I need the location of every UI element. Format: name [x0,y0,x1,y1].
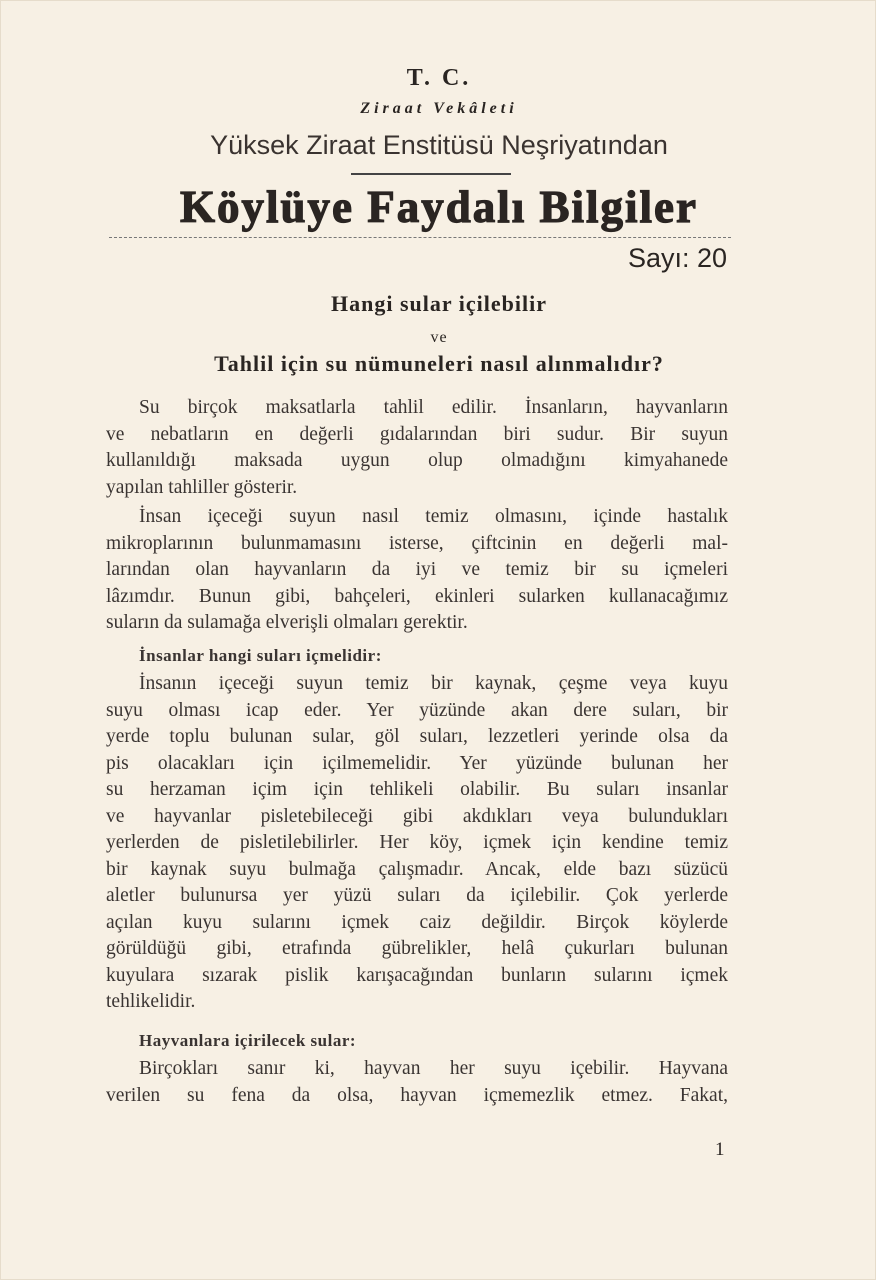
text-line: açılan kuyu sularını içmek caiz değildir. Birçok köylerde [106,911,728,933]
ministry-name: Ziraat Vekâleti [360,100,518,117]
text-line: su herzaman içim için tehlikeli olabilir. Bu suları insanlar [106,779,728,800]
article-title-line2: Tahlil için su nümuneleri nasıl alınmalıdır? [214,351,664,376]
text-line: suyu olması icap eder. Yer yüzünde akan dere suları, bir [106,699,728,721]
page-number: 1 [715,1139,725,1160]
section-heading: İnsanlar hangi suları içmelidir: [139,646,382,665]
text-line: pis olacakları için içilmemelidir. Yer yüzünde bulunan her [106,752,728,774]
section-heading: Hayvanlara içirilecek sular: [139,1031,357,1050]
text-line: ve hayvanlar pisletebileceği gibi akdıkları veya bulundukları [106,805,728,827]
article-title-conjunction: ve [430,329,448,346]
publisher-line: Yüksek Ziraat Enstitüsü Neşriyatından [210,130,668,160]
text-line: kullanıldığı maksada uygun olup olmadığını kimyahanede [106,450,728,471]
article-title-line1: Hangi sular içilebilir [331,291,547,316]
text-line: lâzımdır. Bunun gibi, bahçeleri, ekinleri sularken kullanacağımız [106,585,728,607]
section-drinking-water [106,641,728,1016]
paragraph-1 [106,395,728,501]
text-line: ve nebatların en değerli gıdalarından biri sudur. Bir suyun [106,423,728,445]
state-header: T. C. [406,65,472,91]
text-line: aletler bulunursa yer yüzü suları da içilebilir. Çok yerlerde [106,885,728,906]
text-line: İnsan içeceği suyun nasıl temiz olmasını, içinde hastalık [139,506,728,527]
text-line: verilen su fena da olsa, hayvan içmemezlik etmez. Fakat, [106,1084,728,1106]
section-animal-water [106,1026,728,1109]
text-line: suların da sulamağa elverişli olmaları gerektir. [106,612,468,633]
text-line: kuyulara sızarak pislik karışacağından bunların sularını içmek [106,964,728,986]
text-line: mikroplarının bulunmamasını isterse, çiftcinin en değerli mal- [106,532,728,554]
text-line: tehlikelidir. [106,991,196,1012]
text-line: bir kaynak suyu bulmağa çalışmadır. Ancak, elde bazı süzücü [106,858,728,880]
issue-number: Sayı: 20 [627,243,727,273]
text-line: görüldüğü gibi, etrafında gübrelikler, helâ çukurları bulunan [106,938,728,959]
text-line: yapılan tahliller gösterir. [106,476,298,498]
title-rule [109,237,731,238]
text-line: İnsanın içeceği suyun temiz bir kaynak, çeşme veya kuyu [139,673,728,694]
text-line: yerlerden de pisletilebilirler. Her köy, içmek için kendine temiz [106,832,728,853]
text-line: yerde toplu bulunan sular, göl suları, lezzetleri yerinde olsa da [106,726,728,747]
text-line: larından olan hayvanların da iyi ve temiz bir su içmeleri [106,559,728,580]
text-line: Su birçok maksatlarla tahlil edilir. İnsanların, hayvanların [139,397,728,418]
series-title: Köylüye Faydalı Bilgiler [180,182,698,232]
text-line: Birçokları sanır ki, hayvan her suyu içebilir. Hayvana [139,1058,728,1079]
header-rule [351,173,511,175]
paragraph-2 [106,504,728,637]
